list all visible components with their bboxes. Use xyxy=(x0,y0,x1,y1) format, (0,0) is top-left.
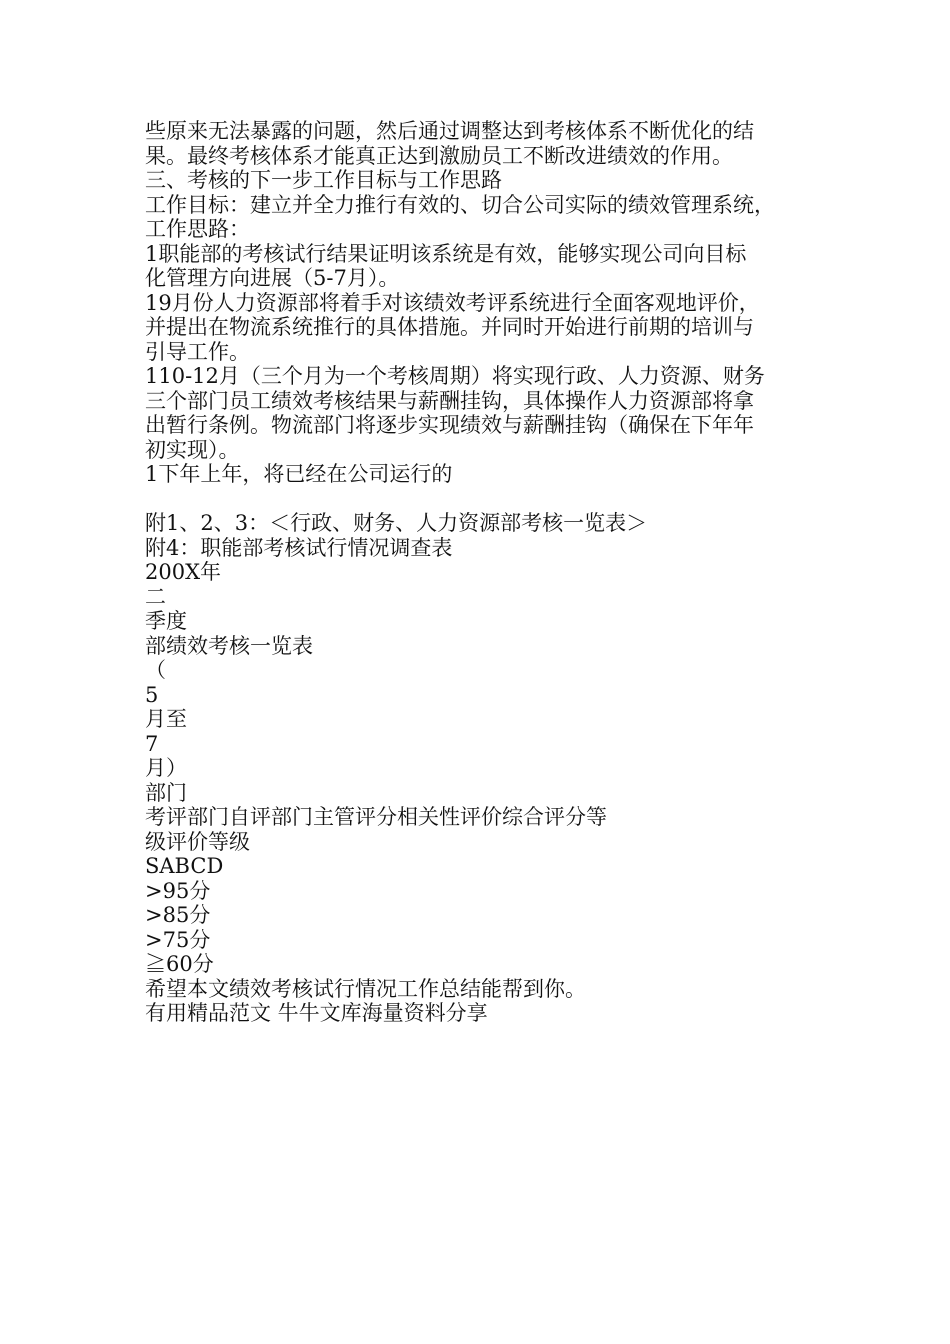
table-title-fragment: 二 xyxy=(145,584,166,609)
body-text-line: 110-12月（三个月为一个考核周期）将实现行政、人力资源、财务 xyxy=(145,364,765,388)
grade-threshold: >95分 xyxy=(145,878,211,903)
table-title-fragment: 月至 xyxy=(145,707,187,731)
table-title-fragment: 200X年 xyxy=(145,560,222,584)
table-title-fragment: 季度 xyxy=(145,609,187,633)
document-page xyxy=(145,119,825,1026)
body-text-line: 1下年上年，将已经在公司运行的 xyxy=(145,462,453,486)
table-title-fragment: 月） xyxy=(145,756,187,780)
table-title-fragment: 7 xyxy=(145,731,159,756)
body-text-line: 并提出在物流系统推行的具体措施。并同时开始进行前期的培训与 xyxy=(145,315,754,339)
table-header-fragment: 级评价等级 xyxy=(145,829,250,854)
attachment-line: 附4：职能部考核试行情况调查表 xyxy=(145,535,453,560)
body-text-line: 三个部门员工绩效考核结果与薪酬挂钩，具体操作人力资源部将拿 xyxy=(145,388,754,413)
closing-line: 希望本文绩效考核试行情况工作总结能帮到你。 xyxy=(145,976,586,1001)
grade-threshold: ≧60分 xyxy=(145,952,214,976)
body-text-line: 工作思路： xyxy=(145,217,250,241)
table-title-fragment: （ xyxy=(145,658,166,682)
body-text-line: 化管理方向进展（5-7月）。 xyxy=(145,266,400,290)
grade-threshold: >75分 xyxy=(145,927,211,952)
grade-levels: SABCD xyxy=(145,854,224,878)
attachment-line: 附1、2、3：＜行政、财务、人力资源部考核一览表＞ xyxy=(145,511,648,535)
table-header-fragment: 部门 xyxy=(145,780,187,805)
blank-line xyxy=(145,487,825,512)
body-text-line: 些原来无法暴露的问题，然后通过调整达到考核体系不断优化的结 xyxy=(145,119,754,143)
body-text-line: 工作目标：建立并全力推行有效的、切合公司实际的绩效管理系统， xyxy=(145,192,775,217)
section-heading: 三、考核的下一步工作目标与工作思路 xyxy=(145,168,502,192)
body-text-line: 19月份人力资源部将着手对该绩效考评系统进行全面客观地评价， xyxy=(145,290,760,315)
body-text-line: 1职能部的考核试行结果证明该系统是有效，能够实现公司向目标 xyxy=(145,241,747,266)
table-title-fragment: 5 xyxy=(145,682,159,707)
body-text-line: 果。最终考核体系才能真正达到激励员工不断改进绩效的作用。 xyxy=(145,143,733,168)
body-text-line: 引导工作。 xyxy=(145,339,250,364)
body-text-line: 初实现）。 xyxy=(145,437,240,462)
table-title-fragment: 部绩效考核一览表 xyxy=(145,633,313,658)
footer-line: 有用精品范文 牛牛文库海量资料分享 xyxy=(145,1001,488,1025)
body-text-line: 出暂行条例。物流部门将逐步实现绩效与薪酬挂钩（确保在下年年 xyxy=(145,413,754,437)
table-header-fragment: 考评部门自评部门主管评分相关性评价综合评分等 xyxy=(145,805,607,829)
grade-threshold: >85分 xyxy=(145,903,211,927)
